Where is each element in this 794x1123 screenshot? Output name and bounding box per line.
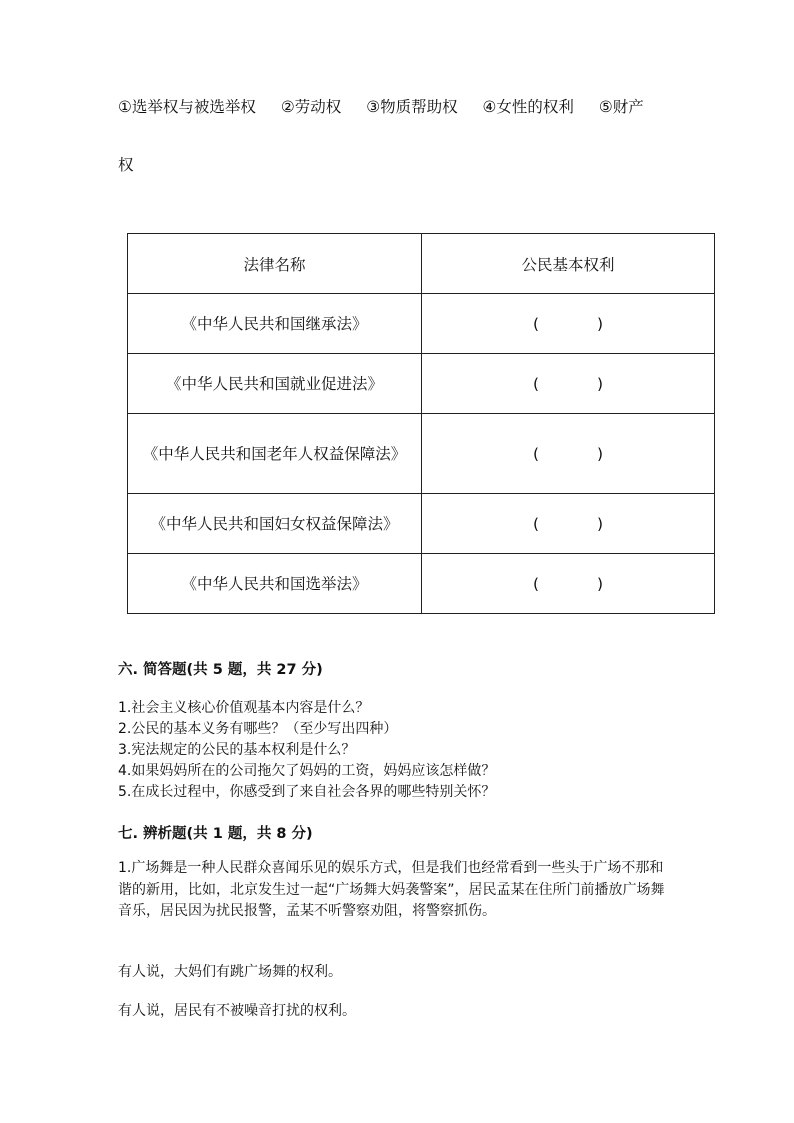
option-4: ④女性的权利 [482,98,574,116]
header-citizen-right: 公民基本权利 [422,234,715,294]
option-3: ③物质帮助权 [366,98,458,116]
viewpoint-2: 有人说，居民有不被噪音打扰的权利。 [118,1003,356,1019]
viewpoint-1: 有人说，大妈们有跳广场舞的权利。 [118,964,342,980]
law-rights-table [127,233,715,614]
law-name-cell: 《中华人民共和国继承法》 [128,294,422,354]
law-name-cell: 《中华人民共和国就业促进法》 [128,354,422,414]
header-law-name: 法律名称 [128,234,422,294]
table-header-row [128,234,715,294]
option-1: ①选举权与被选举权 [118,98,256,116]
section-7-title: 七. 辨析题(共 1 题，共 8 分) [118,826,313,842]
rights-options-line [118,95,678,117]
list-item: 5.在成长过程中，你感受到了来自社会各界的哪些特别关怀？ [118,784,496,800]
table-row [128,354,715,414]
answer-blank[interactable]: ( ) [422,414,715,494]
list-item: 4.如果妈妈所在的公司拖欠了妈妈的工资，妈妈应该怎样做？ [118,763,496,779]
table-row [128,494,715,554]
analysis-passage: 1.广场舞是一种人民群众喜闻乐见的娱乐方式，但是我们也经常看到一些头于广场不那和谐的新用，比如，北京发生过一起“广场舞大妈袭警案”，居民孟某在住所门前播放广场舞音乐，居民因为扰民报警，孟某不听警察劝阻，将警察抓伤。 [118,860,665,919]
table-row [128,554,715,614]
short-answer-questions [118,698,678,803]
section-6-title: 六. 简答题(共 5 题，共 27 分) [118,662,323,678]
list-item: 3.宪法规定的公民的基本权利是什么？ [118,742,356,758]
table-row [128,414,715,494]
list-item: 1.社会主义核心价值观基本内容是什么？ [118,700,370,716]
law-name-cell: 《中华人民共和国妇女权益保障法》 [128,494,422,554]
answer-blank[interactable]: ( ) [422,494,715,554]
table-row [128,294,715,354]
option-5-continuation: 权 [118,156,134,174]
answer-blank[interactable]: ( ) [422,294,715,354]
option-2: ②劳动权 [280,98,342,116]
answer-blank[interactable]: ( ) [422,554,715,614]
law-name-cell: 《中华人民共和国选举法》 [128,554,422,614]
answer-blank[interactable]: ( ) [422,354,715,414]
list-item: 2.公民的基本义务有哪些？（至少写出四种） [118,721,398,737]
option-5: ⑤财产 [598,98,644,116]
law-name-cell: 《中华人民共和国老年人权益保障法》 [128,414,422,494]
